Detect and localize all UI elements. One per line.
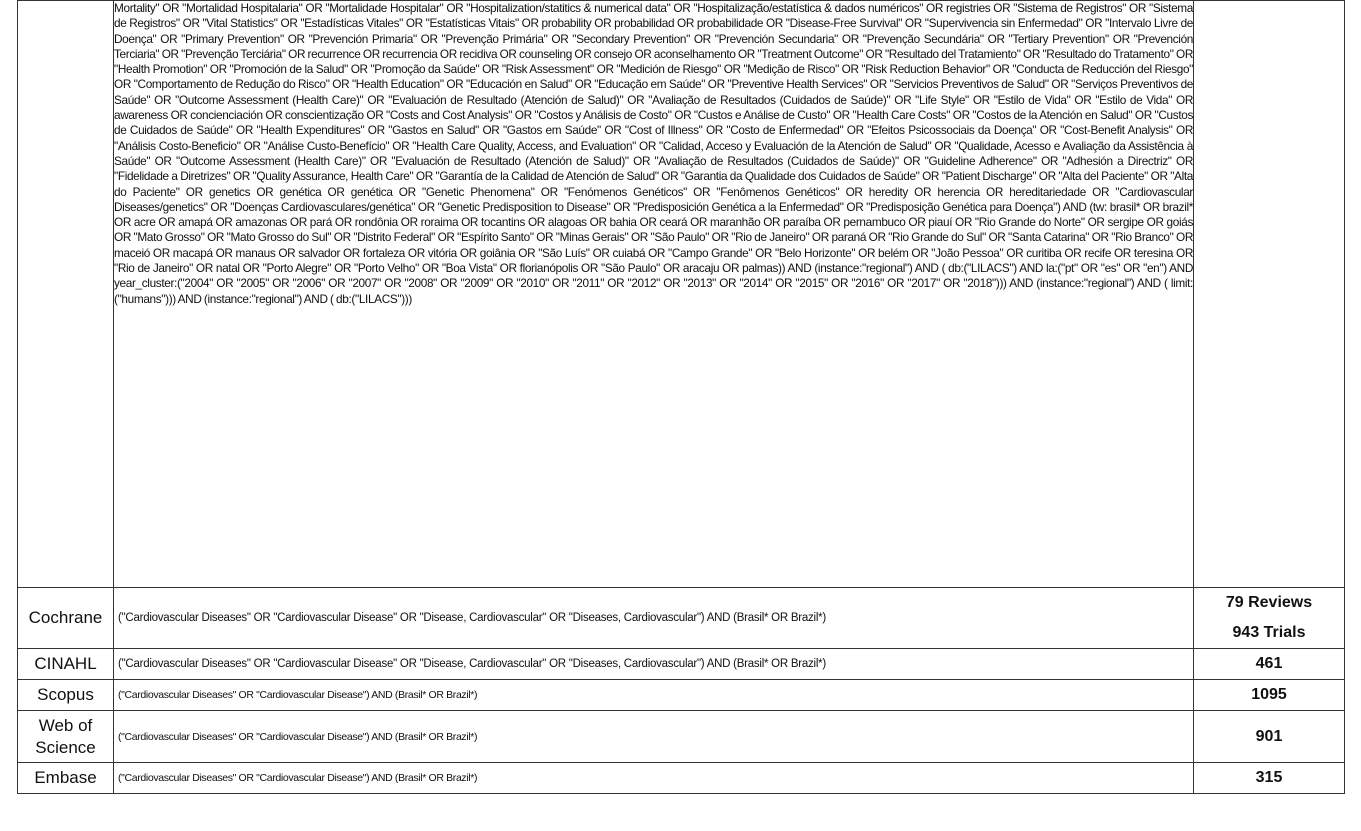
database-cell [18,1,114,588]
result-reviews: 79 Reviews [1225,594,1313,611]
result-cell [1194,1,1345,588]
table-row-cinahl [18,649,1345,680]
result-count [1194,588,1345,649]
database-name-line2: Science [35,737,96,757]
database-name: Cochrane [18,588,114,649]
database-name: Embase [18,763,114,794]
table-row-scopus [18,680,1345,711]
table-row-lilacs [18,1,1345,588]
database-name [18,711,114,763]
database-name: Scopus [18,680,114,711]
query-text: ("Cardiovascular Diseases" OR "Cardiovascular Disease") AND (Brasil* OR Brazil*) [114,763,1194,794]
result-count: 461 [1194,649,1345,680]
lilacs-query-cell: Mortality" OR "Mortalidad Hospitalaria" OR "Mortalidade Hospitalar" OR "Hospitalization/statitics & numerical data" OR "Hospitalização/estatística & dados numéricos" OR registries OR "Sistema de Registros" OR "Sistema de Registros" OR "Vital Statistics" OR "Estadísticas Vitales" OR "Estatísticas Vitais" OR probability OR probabilidad OR probabilidade OR "Disease-Free Survival" OR "Supervivencia sin Enfermedad" OR "Intervalo Livre de Doença" OR "Primary Prevention" OR "Prevención Primaria" OR "Prevenção Primária" OR "Secondary Prevention" OR "Prevención Secundaria" OR "Prevenção Secundária" OR "Tertiary Prevention" OR "Prevención Terciaria" OR "Prevenção Terciária" OR recurrence OR recurrencia OR recidiva OR counseling OR consejo OR aconselhamento OR "Treatment Outcome" OR "Resultado del Tratamiento" OR "Resultado do Tratamento" OR "Health Promotion" OR "Promoción de la Salud" OR "Promoção da Saúde" OR "Risk Assessment" OR "Medición de Riesgo" OR "Medição de Risco" OR "Risk Reduction Behavior" OR "Conducta de Reducción del Riesgo" OR "Comportamento de Redução do Risco" OR "Health Education" OR "Educación en Salud" OR "Educação em Saúde" OR "Preventive Health Services" OR "Servicios Preventivos de Salud" OR "Serviços Preventivos de Saúde" OR "Outcome Assessment (Health Care)" OR "Evaluación de Resultado (Atención de Salud)" OR "Avaliação de Resultados (Cuidados de Saúde)" OR "Life Style" OR "Estilo de Vida" OR "Estilo de Vida" OR awareness OR concienciación OR conscientização OR "Costs and Cost Analysis" OR "Costos y Análisis de Costo" OR "Custos e Análise de Custo" OR "Health Care Costs" OR "Costos de la Atención en Salud" OR "Custos de Cuidados de Saúde" OR "Health Expenditures" OR "Gastos en Salud" OR "Gastos em Saúde" OR "Cost of Illness" OR "Costo de Enfermedad" OR "Efeitos Psicossociais da Doença" OR "Cost-Benefit Analysis" OR "Análisis Costo-Beneficio" OR "Análise Custo-Benefício" OR "Health Care Quality, Access, and Evaluation" OR "Calidad, Acceso y Evaluación de la Atención de Salud" OR "Qualidade, Acesso e Avaliação da Assistência à Saúde" OR "Outcome Assessment (Health Care)" OR "Evaluación de Resultado (Atención de Salud)" OR "Avaliação de Resultados (Cuidados de Saúde)" OR "Guideline Adherence" OR "Adhesión a Directriz" OR "Fidelidade a Diretrizes" OR "Quality Assurance, Health Care" OR "Garantía de la Calidad de Atención de Salud" OR "Garantia da Qualidade dos Cuidados de Saúde" OR "Patient Discharge" OR "Alta del Paciente" OR "Alta do Paciente" OR genetics OR genética OR genética OR "Genetic Phenomena" OR "Fenómenos Genéticos" OR "Fenômenos Genéticos" OR heredity OR herencia OR hereditariedade OR "Cardiovascular Diseases/genetics" OR "Doenças Cardiovasculares/genética" OR "Genetic Predisposition to Disease" OR "Predisposición Genética a la Enfermedad" OR "Predisposição Genética para Doença") AND (tw: brasil* OR brazil* OR acre OR amapá OR amazonas OR pará OR rondônia OR roraima OR tocantins OR alagoas OR bahia OR ceará OR maranhão OR paraíba OR pernambuco OR piauí OR "Rio Grande do Norte" OR sergipe OR goiás OR "Mato Grosso" OR "Mato Grosso do Sul" OR "Distrito Federal" OR "Espírito Santo" OR "Minas Gerais" OR "São Paulo" OR "Rio de Janeiro" OR paraná OR "Rio Grande do Sul" OR "Santa Catarina" OR "Rio Branco" OR maceió OR macapá OR manaus OR salvador OR fortaleza OR vitória OR goiânia OR "São Luís" OR cuiabá OR "Campo Grande" OR "Belo Horizonte" OR belém OR "João Pessoa" OR curitiba OR recife OR teresina OR "Rio de Janeiro" OR natal OR "Porto Alegre" OR "Porto Velho" OR "Boa Vista" OR florianópolis OR "São Paulo" OR aracaju OR palmas)) AND (instance:"regional") AND ( db:("LILACS") AND la:("pt" OR "es" OR "en") AND year_cluster:("2004" OR "2005" OR "2006" OR "2007" OR "2008" OR "2009" OR "2010" OR "2011" OR "2012" OR "2013" OR "2014" OR "2015" OR "2016" OR "2017" OR "2018"))) AND (instance:"regional") AND ( limit:("humans"))) AND (instance:"regional") AND ( db:("LILACS"))) [114,1,1194,588]
result-count: 315 [1194,763,1345,794]
query-text: ("Cardiovascular Diseases" OR "Cardiovascular Disease" OR "Disease, Cardiovascular" OR "Diseases, Cardiovascular") AND (Brasil* OR Brazil*) [114,588,1194,649]
query-text: ("Cardiovascular Diseases" OR "Cardiovascular Disease" OR "Disease, Cardiovascular" OR "Diseases, Cardiovascular") AND (Brasil* OR Brazil*) [114,649,1194,680]
search-strategy-table [17,0,1345,794]
table-row-cochrane [18,588,1345,649]
table-row-embase [18,763,1345,794]
database-name-line1: Web of [38,715,93,735]
query-text: ("Cardiovascular Diseases" OR "Cardiovascular Disease") AND (Brasil* OR Brazil*) [114,711,1194,763]
database-name: CINAHL [18,649,114,680]
query-text: ("Cardiovascular Diseases" OR "Cardiovascular Disease") AND (Brasil* OR Brazil*) [114,680,1194,711]
result-trials: 943 Trials [1232,624,1306,641]
table-row-web-of-science [18,711,1345,763]
result-count: 901 [1194,711,1345,763]
result-count: 1095 [1194,680,1345,711]
